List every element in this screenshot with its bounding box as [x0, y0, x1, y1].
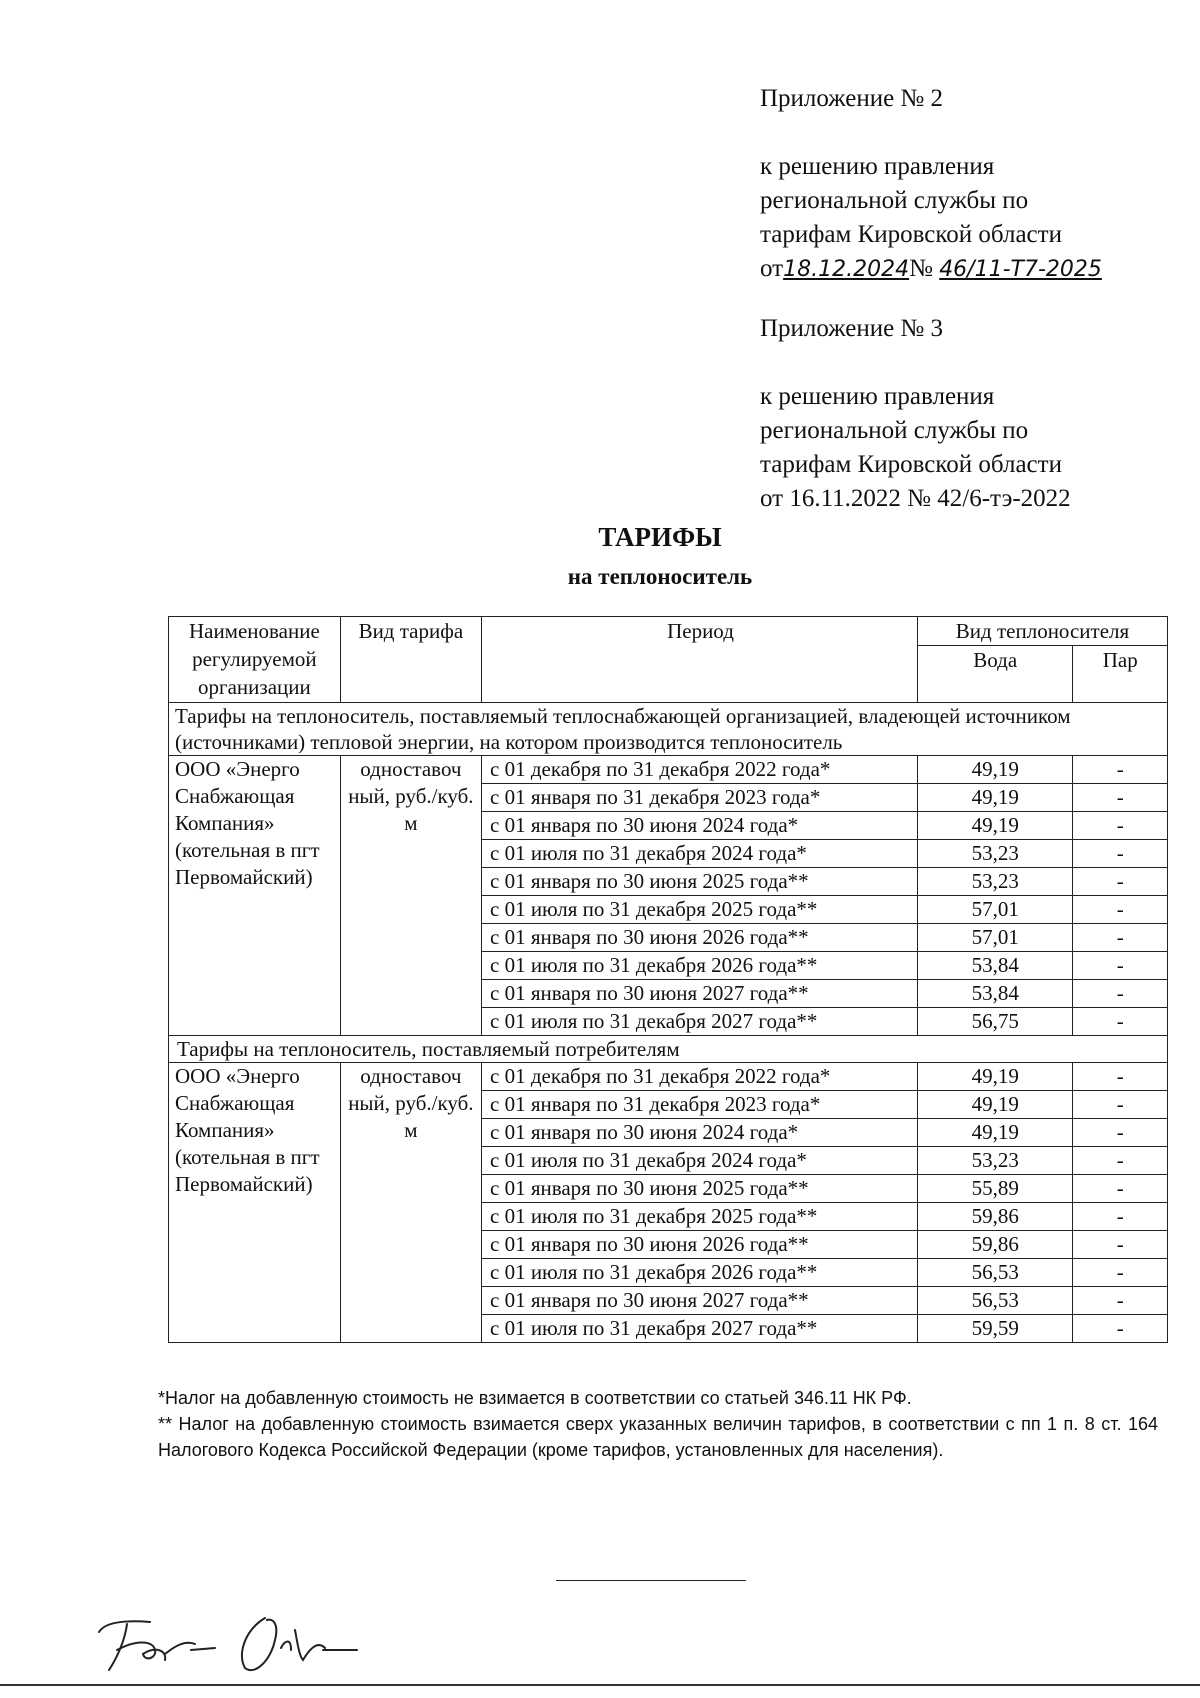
document-title: ТАРИФЫ: [598, 522, 722, 552]
period-cell: с 01 января по 30 июня 2024 года*: [482, 812, 918, 840]
column-header-steam: Пар: [1073, 646, 1168, 703]
steam-tariff-cell: -: [1073, 1203, 1168, 1231]
tariff-type-cell: одноставоч ный, руб./куб. м: [340, 756, 481, 1036]
section-title-row: [169, 1036, 1168, 1063]
period-cell: с 01 июля по 31 декабря 2025 года**: [482, 1203, 918, 1231]
water-tariff-cell: 53,23: [917, 868, 1072, 896]
water-tariff-cell: 56,53: [917, 1259, 1072, 1287]
period-cell: с 01 января по 31 декабря 2023 года*: [482, 784, 918, 812]
steam-tariff-cell: -: [1073, 756, 1168, 784]
water-tariff-cell: 49,19: [917, 1063, 1072, 1091]
appendix-2-number: 46/11-Т7-2025: [939, 257, 1102, 282]
section-title: Тарифы на теплоноситель, поставляемый потребителям: [169, 1036, 1168, 1063]
steam-tariff-cell: -: [1073, 980, 1168, 1008]
water-tariff-cell: 55,89: [917, 1175, 1072, 1203]
period-cell: с 01 июля по 31 декабря 2027 года**: [482, 1315, 918, 1343]
water-tariff-cell: 49,19: [917, 1119, 1072, 1147]
steam-tariff-cell: -: [1073, 1231, 1168, 1259]
period-cell: с 01 июля по 31 декабря 2025 года**: [482, 896, 918, 924]
column-header-org: Наименование регулируемой организации: [169, 617, 341, 703]
divider: [556, 1580, 746, 1581]
period-cell: с 01 декабря по 31 декабря 2022 года*: [482, 756, 918, 784]
table-row: [169, 756, 1168, 784]
appendix-2-no-label: №: [909, 255, 933, 282]
section-title: Тарифы на теплоноситель, поставляемый теплоснабжающей организацией, владеющей источником (источниками) тепловой энергии, на котором производится теплоноситель: [169, 703, 1168, 756]
period-cell: с 01 января по 30 июня 2027 года**: [482, 1287, 918, 1315]
steam-tariff-cell: -: [1073, 1119, 1168, 1147]
appendix-3-line: к решению правления: [760, 383, 995, 410]
water-tariff-cell: 49,19: [917, 756, 1072, 784]
steam-tariff-cell: -: [1073, 1259, 1168, 1287]
period-cell: с 01 июля по 31 декабря 2027 года**: [482, 1008, 918, 1036]
steam-tariff-cell: -: [1073, 1091, 1168, 1119]
steam-tariff-cell: -: [1073, 784, 1168, 812]
water-tariff-cell: 53,23: [917, 840, 1072, 868]
column-header-tariff-type: Вид тарифа: [340, 617, 481, 703]
steam-tariff-cell: -: [1073, 1315, 1168, 1343]
water-tariff-cell: 59,59: [917, 1315, 1072, 1343]
steam-tariff-cell: -: [1073, 1063, 1168, 1091]
column-header-carrier: Вид теплоносителя: [917, 617, 1167, 646]
footnote-vat-extra: ** Налог на добавленную стоимость взимается сверх указанных величин тарифов, в соответствии с пп 1 п. 8 ст. 164 Налогового Кодекса Российской Федерации (кроме тарифов, установленных для населения).: [158, 1414, 1158, 1460]
appendix-2-date: 18.12.2024: [783, 257, 910, 282]
appendix-2-line: тарифам Кировской области: [760, 221, 1062, 248]
water-tariff-cell: 59,86: [917, 1231, 1072, 1259]
water-tariff-cell: 53,23: [917, 1147, 1072, 1175]
column-header-water: Вода: [917, 646, 1072, 703]
steam-tariff-cell: -: [1073, 868, 1168, 896]
water-tariff-cell: 57,01: [917, 896, 1072, 924]
table-row: [169, 1063, 1168, 1091]
org-name-cell: ООО «Энерго Снабжающая Компания» (котельная в пгт Первомайский): [169, 1063, 341, 1343]
steam-tariff-cell: -: [1073, 1008, 1168, 1036]
period-cell: с 01 июля по 31 декабря 2026 года**: [482, 1259, 918, 1287]
footnote-vat-exempt: *Налог на добавленную стоимость не взимается в соответствии со статьей 346.11 НК РФ.: [158, 1388, 912, 1408]
footnotes: [158, 1385, 1158, 1463]
steam-tariff-cell: -: [1073, 1147, 1168, 1175]
appendix-3-line: от 16.11.2022 № 42/6-тэ-2022: [760, 485, 1071, 512]
period-cell: с 01 января по 30 июня 2024 года*: [482, 1119, 918, 1147]
period-cell: с 01 июля по 31 декабря 2024 года*: [482, 1147, 918, 1175]
period-cell: с 01 января по 30 июня 2025 года**: [482, 868, 918, 896]
bottom-rule: [0, 1684, 1200, 1686]
appendix-2-title: Приложение № 2: [760, 85, 944, 112]
steam-tariff-cell: -: [1073, 896, 1168, 924]
tariff-type-cell: одноставоч ный, руб./куб. м: [340, 1063, 481, 1343]
water-tariff-cell: 57,01: [917, 924, 1072, 952]
period-cell: с 01 января по 30 июня 2026 года**: [482, 1231, 918, 1259]
appendix-3-title: Приложение № 3: [760, 315, 944, 342]
appendix-2-decision-ref: [760, 252, 1102, 287]
water-tariff-cell: 56,75: [917, 1008, 1072, 1036]
water-tariff-cell: 49,19: [917, 784, 1072, 812]
appendix-2-line: к решению правления: [760, 153, 995, 180]
column-header-period: Период: [482, 617, 918, 703]
steam-tariff-cell: -: [1073, 1175, 1168, 1203]
appendix-2-from: от: [760, 255, 784, 282]
period-cell: с 01 июля по 31 декабря 2026 года**: [482, 952, 918, 980]
appendix-3-block: [760, 312, 1071, 516]
water-tariff-cell: 53,84: [917, 952, 1072, 980]
appendix-2-block: [760, 82, 1102, 287]
section-title-row: [169, 703, 1168, 756]
period-cell: с 01 января по 30 июня 2025 года**: [482, 1175, 918, 1203]
steam-tariff-cell: -: [1073, 812, 1168, 840]
period-cell: с 01 декабря по 31 декабря 2022 года*: [482, 1063, 918, 1091]
document-subtitle: на теплоноситель: [567, 564, 753, 589]
period-cell: с 01 января по 31 декабря 2023 года*: [482, 1091, 918, 1119]
water-tariff-cell: 59,86: [917, 1203, 1072, 1231]
period-cell: с 01 января по 30 июня 2026 года**: [482, 924, 918, 952]
water-tariff-cell: 53,84: [917, 980, 1072, 1008]
org-name-cell: ООО «Энерго Снабжающая Компания» (котельная в пгт Первомайский): [169, 756, 341, 1036]
steam-tariff-cell: -: [1073, 952, 1168, 980]
table-header-row: [169, 617, 1168, 646]
period-cell: с 01 января по 30 июня 2027 года**: [482, 980, 918, 1008]
steam-tariff-cell: -: [1073, 1287, 1168, 1315]
tariffs-table: [168, 616, 1168, 1343]
appendix-2-line: региональной службы по: [760, 187, 1029, 214]
water-tariff-cell: 49,19: [917, 1091, 1072, 1119]
appendix-3-line: тарифам Кировской области: [760, 451, 1062, 478]
steam-tariff-cell: -: [1073, 924, 1168, 952]
appendix-3-line: региональной службы по: [760, 417, 1029, 444]
steam-tariff-cell: -: [1073, 840, 1168, 868]
water-tariff-cell: 49,19: [917, 812, 1072, 840]
period-cell: с 01 июля по 31 декабря 2024 года*: [482, 840, 918, 868]
signature-image: [95, 1610, 395, 1680]
water-tariff-cell: 56,53: [917, 1287, 1072, 1315]
